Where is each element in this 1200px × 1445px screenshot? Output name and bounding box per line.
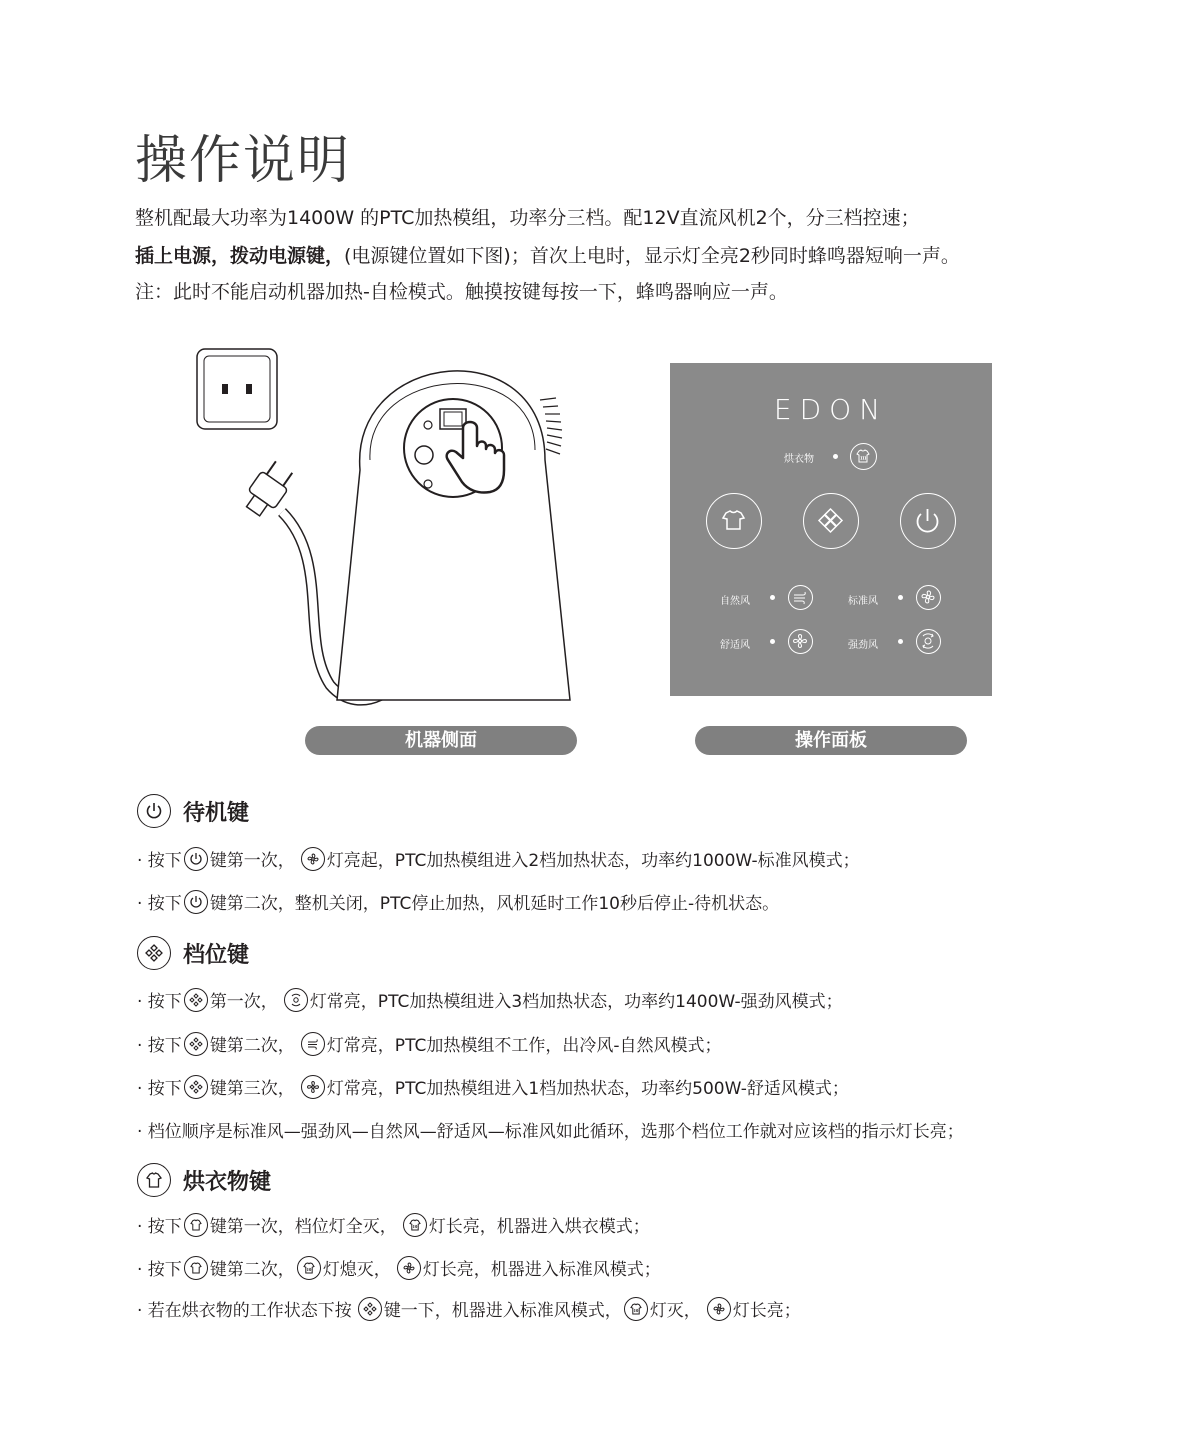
text: 灯长亮，机器进入烘衣模式； xyxy=(428,1217,650,1237)
section-standby-title: 待机键 xyxy=(183,800,250,826)
dry-line-2 xyxy=(137,1255,661,1280)
section-dry-heading xyxy=(137,1163,271,1197)
text: 键第二次， xyxy=(209,1260,295,1280)
text: 键第二次， xyxy=(209,1036,295,1056)
text: 灯常亮，PTC加热模组进入1档加热状态，功率约500W-舒适风模式； xyxy=(326,1079,849,1099)
text: · 按下 xyxy=(137,1260,182,1280)
section-gear-heading xyxy=(137,936,249,970)
text: · 按下 xyxy=(137,894,182,914)
text: 灯常亮，PTC加热模组进入3档加热状态，功率约1400W-强劲风模式； xyxy=(309,992,843,1012)
natural-wind-icon xyxy=(301,1032,325,1056)
text: 键第一次，档位灯全灭， xyxy=(209,1217,397,1237)
natural-wind-label: 自然风 xyxy=(720,596,750,607)
comfort-wind-icon xyxy=(788,629,813,654)
text: 键第三次， xyxy=(209,1079,295,1099)
standard-wind-label: 标准风 xyxy=(848,596,878,607)
dry-clothes-button[interactable] xyxy=(706,493,762,549)
operation-panel xyxy=(670,363,992,696)
intro-line-2-bold: 插上电源，拨动电源键， xyxy=(135,245,345,267)
gear-line-2 xyxy=(137,1031,721,1056)
intro-line-2-rest: (电源键位置如下图)；首次上电时，显示灯全亮2秒同时蜂鸣器短响一声。 xyxy=(344,245,960,267)
caption-machine-side: 机器侧面 xyxy=(305,726,577,755)
intro-line-3: 注：此时不能启动机器加热-自检模式。触摸按键每按一下，蜂鸣器响应一声。 xyxy=(135,281,788,303)
comfort-wind-icon xyxy=(301,1075,325,1099)
text: 灯长亮，机器进入标准风模式； xyxy=(422,1260,661,1280)
strong-wind-icon xyxy=(284,988,308,1012)
standby-line-2 xyxy=(137,889,779,914)
dry-line-1 xyxy=(137,1212,650,1237)
shirt-icon xyxy=(137,1163,171,1197)
shirt-icon xyxy=(184,1256,208,1280)
gear-mode-icon xyxy=(184,1075,208,1099)
power-icon xyxy=(137,794,171,828)
strong-wind-icon xyxy=(916,629,941,654)
text: 灯常亮，PTC加热模组不工作，出冷风-自然风模式； xyxy=(326,1036,722,1056)
gear-line-3 xyxy=(137,1074,849,1099)
standard-wind-indicator xyxy=(898,595,903,600)
text: 第一次， xyxy=(209,992,278,1012)
text: · 按下 xyxy=(137,1036,182,1056)
intro-line-1: 整机配最大功率为1400W 的PTC加热模组，功率分三档。配12V直流风机2个，分三档控速； xyxy=(135,207,920,229)
text: · 按下 xyxy=(137,992,182,1012)
text: · 按下 xyxy=(137,1079,182,1099)
standard-wind-icon xyxy=(707,1297,731,1321)
text: 灯亮起，PTC加热模组进入2档加热状态，功率约1000W-标准风模式； xyxy=(326,851,860,871)
text: 键一下，机器进入标准风模式， xyxy=(383,1301,622,1321)
gear-mode-icon xyxy=(184,988,208,1012)
comfort-wind-label: 舒适风 xyxy=(720,640,750,651)
text: 灯长亮； xyxy=(732,1301,801,1321)
standard-wind-icon xyxy=(301,847,325,871)
brand-logo: EDON xyxy=(773,393,889,426)
gear-mode-button[interactable] xyxy=(803,493,859,549)
gear-line-1 xyxy=(137,987,843,1012)
power-icon xyxy=(184,847,208,871)
caption-operation-panel: 操作面板 xyxy=(695,726,967,755)
text: 灯熄灭， xyxy=(322,1260,391,1280)
standby-line-1 xyxy=(137,846,860,871)
gear-line-4: · 档位顺序是标准风—强劲风—自然风—舒适风—标准风如此循环，选那个档位工作就对应该档的指示灯长亮； xyxy=(137,1122,964,1142)
text: · 按下 xyxy=(137,851,182,871)
power-icon xyxy=(184,890,208,914)
standard-wind-icon xyxy=(916,585,941,610)
dry-clothes-icon xyxy=(850,443,877,470)
power-button[interactable] xyxy=(900,493,956,549)
text: · 按下 xyxy=(137,1217,182,1237)
natural-wind-indicator xyxy=(770,595,775,600)
section-dry-title: 烘衣物键 xyxy=(183,1169,272,1195)
standard-wind-icon xyxy=(397,1256,421,1280)
dry-line-3 xyxy=(137,1296,801,1321)
gear-mode-icon xyxy=(137,936,171,970)
natural-wind-icon xyxy=(788,585,813,610)
strong-wind-indicator xyxy=(898,639,903,644)
dry-clothes-label: 烘衣物 xyxy=(784,454,814,465)
text: · 若在烘衣物的工作状态下按 xyxy=(137,1301,352,1321)
shirt-icon xyxy=(184,1213,208,1237)
strong-wind-label: 强劲风 xyxy=(848,640,878,651)
section-gear-title: 档位键 xyxy=(183,942,250,968)
dry-clothes-icon xyxy=(624,1297,648,1321)
dry-clothes-icon xyxy=(403,1213,427,1237)
text: 灯灭， xyxy=(649,1301,701,1321)
page-title: 操作说明 xyxy=(135,131,352,191)
dry-clothes-indicator xyxy=(833,454,838,459)
text: 键第二次，整机关闭，PTC停止加热，风机延时工作10秒后停止-待机状态。 xyxy=(209,894,780,914)
dry-clothes-icon xyxy=(297,1256,321,1280)
text: 键第一次， xyxy=(209,851,295,871)
section-standby-heading xyxy=(137,794,249,828)
gear-mode-icon xyxy=(358,1297,382,1321)
comfort-wind-indicator xyxy=(770,639,775,644)
gear-mode-icon xyxy=(184,1032,208,1056)
